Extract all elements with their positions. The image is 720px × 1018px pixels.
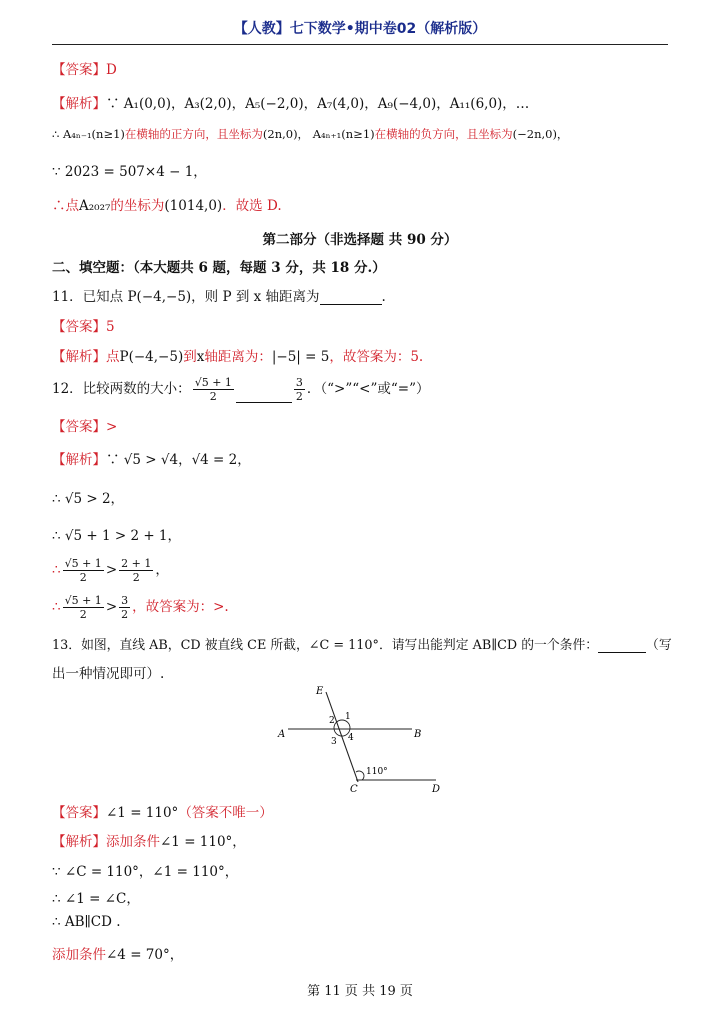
section-subheading: 二、填空题：（本大题共 6 题，每题 3 分，共 18 分.） xyxy=(52,260,386,276)
analysis-line-q11: 【解析】点P(−4,−5)到x轴距离为：|−5| = 5，故答案为：5. xyxy=(52,349,424,365)
analysis-line-q12: 【解析】∵ √5 > √4，√4 = 2， xyxy=(52,452,251,468)
label-d: D xyxy=(432,784,441,795)
label-b: B xyxy=(414,729,422,740)
angle-label-3: 3 xyxy=(331,737,337,747)
analysis-text: ∵ A₁(0,0)，A₃(2,0)，A₅(−2,0)，A₇(4,0)，A₉(−4,0)，A₁₁(6,0)，… xyxy=(106,96,530,112)
angle-c-label: 110° xyxy=(366,767,388,777)
analysis-line-q10 xyxy=(52,92,672,112)
fraction: $\frac{3}{2}$ xyxy=(295,376,303,403)
page-header: 【人教】七下数学•期中卷02（解析版） xyxy=(233,21,487,37)
analysis-step: 添加条件∠4 = 70°， xyxy=(52,947,184,963)
label-e: E xyxy=(316,686,324,697)
analysis-step: ∴ AB∥CD . xyxy=(52,914,121,930)
header-rule xyxy=(52,44,668,45)
question-12: 12．比较两数的大小： $\frac{√5 + 1}{2}$ $\frac{3}{2}$ ．（“>”“<”或“=”） xyxy=(52,376,430,403)
analysis-step: ∴ A₄ₙ₋₁(n≥1)在横轴的正方向，且坐标为(2n,0)， A₄ₙ₊₁(n≥1)在横轴的负方向，且坐标为(−2n,0)， xyxy=(52,127,569,141)
analysis-step: ∴ ∠1 = ∠C， xyxy=(52,891,140,907)
label-a: A xyxy=(278,729,286,740)
question-11: 11．已知点 P(−4,−5)，则 P 到 x 轴距离为 . xyxy=(52,289,386,305)
analysis-step: ∴ √5 + 1 > 2 + 1， xyxy=(52,528,182,544)
analysis-step: ∴ √5 > 2， xyxy=(52,491,125,507)
fraction: $\frac{√5 + 1}{2}$ xyxy=(64,557,102,584)
fraction: $\frac{√5 + 1}{2}$ xyxy=(194,376,232,403)
analysis-line-q13: 【解析】添加条件∠1 = 110°， xyxy=(52,834,246,850)
analysis-conclusion: ∴ $\frac{√5 + 1}{2}$ > $\frac{3}{2}$ ，故答案为：>. xyxy=(52,594,229,621)
fraction: $\frac{3}{2}$ xyxy=(121,594,129,621)
fraction: $\frac{√5 + 1}{2}$ xyxy=(64,594,102,621)
question-13-cont: 出一种情况即可）. xyxy=(52,666,165,682)
answer-line-q10 xyxy=(52,58,672,78)
answer-blank[interactable] xyxy=(236,388,292,403)
analysis-step: ∵ 2023 = 507×4 − 1， xyxy=(52,164,207,180)
question-13: 13．如图，直线 AB，CD 被直线 CE 所截，∠C = 110°．请写出能判定 AB∥CD 的一个条件： （写 xyxy=(52,638,672,653)
section-heading: 第二部分（非选择题 共 90 分） xyxy=(262,232,458,248)
label-c: C xyxy=(350,784,358,795)
analysis-conclusion: ∴点A₂₀₂₇的坐标为(1014,0)．故选 D. xyxy=(52,198,282,214)
geometry-figure xyxy=(276,684,446,796)
answer-blank[interactable] xyxy=(598,638,646,653)
angle-label-1: 1 xyxy=(345,712,351,722)
analysis-tag: 【解析】 xyxy=(52,96,106,112)
answer-tag: 【答案】 xyxy=(52,62,106,78)
answer-line-q13: 【答案】∠1 = 110°（答案不唯一） xyxy=(52,805,273,821)
answer-value: D xyxy=(106,62,117,78)
angle-label-2: 2 xyxy=(329,716,335,726)
analysis-step: ∴ $\frac{√5 + 1}{2}$ > $\frac{2 + 1}{2}$ ， xyxy=(52,557,169,584)
angle-label-4: 4 xyxy=(348,733,354,743)
answer-line-q12: 【答案】> xyxy=(52,419,118,435)
fraction: $\frac{2 + 1}{2}$ xyxy=(121,557,152,584)
answer-blank[interactable] xyxy=(320,290,382,305)
answer-line-q11: 【答案】5 xyxy=(52,319,115,335)
page-footer: 第 11 页 共 19 页 xyxy=(307,984,413,999)
analysis-step: ∵ ∠C = 110°，∠1 = 110°， xyxy=(52,864,239,880)
